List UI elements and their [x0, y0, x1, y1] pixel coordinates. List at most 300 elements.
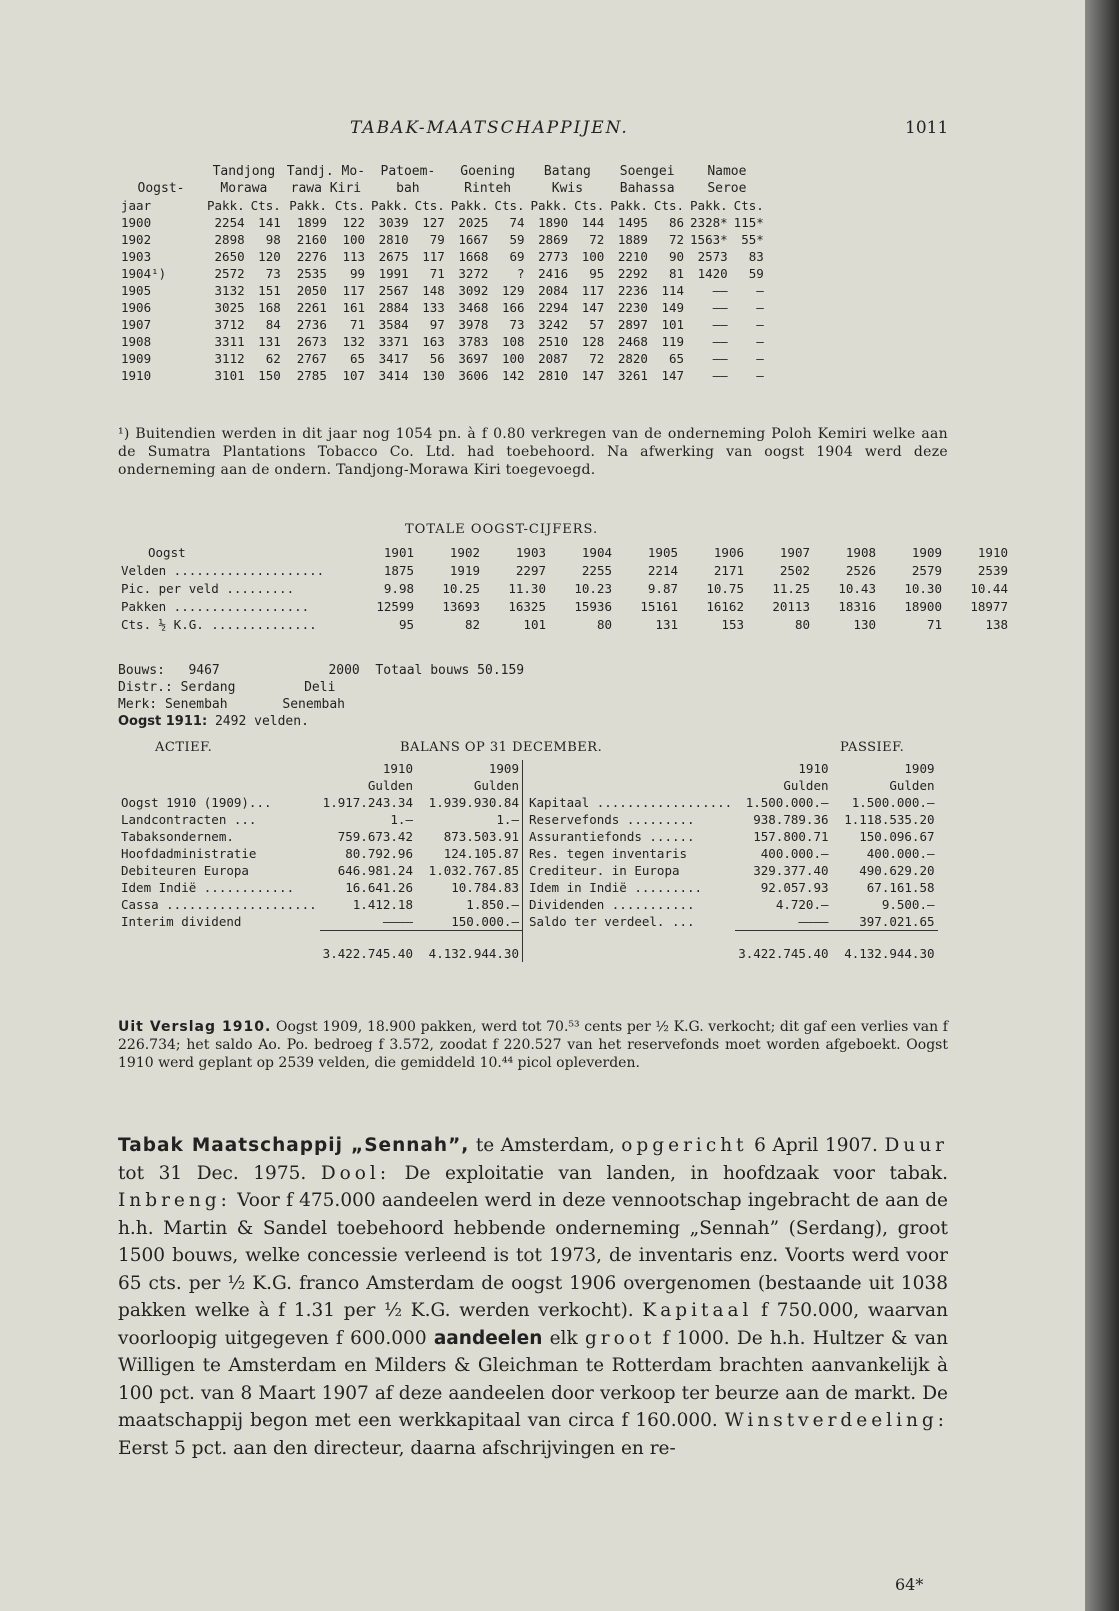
value-cell: 163 — [422, 334, 445, 349]
value-cell: 95 — [589, 266, 605, 281]
value-cell: 1668 — [458, 249, 489, 264]
value-cell: 1667 — [458, 232, 489, 247]
value-cell: — — [756, 351, 764, 366]
value-cell: 20113 — [772, 599, 810, 614]
value-cell: 3112 — [214, 351, 245, 366]
harvest-table — [118, 163, 767, 384]
column-header — [118, 163, 204, 180]
table-row — [118, 350, 767, 367]
column-header: Rinteh — [464, 181, 512, 196]
column-header: Morawa — [220, 181, 268, 196]
asset-1910: 16.641.26 — [345, 880, 413, 895]
sennah-paragraph: Tabak Maatschappij „Sennah”, te Amsterdam, opgericht 6 April 1907. Duur tot 31 Dec. 1975. Dool: De exploitatie van landen, in hoofdzaak voor tabak. Inbreng: Voor f 475.000 aandeelen werd in deze vennootschap ingebracht de aan de h.h. Martin & Sandel toebehoord hebbende onderneming „Sennah” (Serdang), groot 1500 bouws, welke concessie verleend is tot 1973, de inventaris enz. Voorts werd voor 65 cts. per ½ K.G. franco Amsterdam de oogst 1906 overgenomen (bestaande uit 1038 pakken welke à f 1.31 per ½ K.G. werden verkocht). Kapitaal f 750.000, waarvan voorloopig uitgegeven f 600.000 aandeelen elk groot f 1000. De h.h. Hultzer & van Willigen te Amsterdam en Milders & Gleichman te Rotterdam brachten aanvankelijk à 100 pct. van 8 Maart 1907 af deze aandeelen door verkoop ter beurze aan de markt. De maatschappij begon met een werkkapitaal van circa f 160.000. Winstverdeeling: Eerst 5 pct. aan den directeur, daarna afschrijvingen en re- — [118, 1135, 948, 1459]
column-header: Cts. — [574, 198, 605, 213]
value-cell: 2579 — [911, 563, 942, 578]
value-cell: 3261 — [617, 368, 648, 383]
column-header: 1903 — [515, 545, 546, 560]
column-header: Pakk. — [530, 198, 569, 213]
value-cell: 3371 — [378, 334, 409, 349]
value-cell: 2416 — [538, 266, 569, 281]
value-cell: 3242 — [538, 317, 569, 332]
value-cell: 1889 — [617, 232, 648, 247]
column-header: 1909 — [488, 761, 519, 776]
asset-label: Interim dividend — [121, 914, 242, 930]
table-row — [118, 214, 767, 231]
value-cell: 65 — [349, 351, 366, 366]
column-header: Pakk. — [207, 198, 245, 213]
liability-1909: 150.096.67 — [859, 829, 935, 844]
table-row — [118, 163, 767, 180]
asset-1910: 1.917.243.34 — [322, 795, 413, 810]
value-cell: 2526 — [845, 563, 876, 578]
report-paragraph: Uit Verslag 1910. Oogst 1909, 18.900 pakken, werd tot 70.⁵³ cents per ½ K.G. verkocht; dit gaf een verlies van f 226.734; het saldo Ao. Po. bedroeg f 3.572, zoodat f 220.527 van het reservefonds moet worden afgeboekt. Oogst 1910 werd geplant op 2539 velden, die gemiddeld 10.⁴⁴ picol opleverden. — [118, 1019, 948, 1071]
value-cell: 2087 — [538, 351, 569, 366]
value-cell: 15161 — [640, 599, 678, 614]
value-cell: 1495 — [617, 215, 648, 230]
asset-label: Hoofdadministratie — [121, 846, 257, 861]
value-cell: 1875 — [383, 563, 414, 578]
value-cell: 90 — [668, 249, 685, 264]
value-cell: 71 — [926, 617, 942, 632]
liability-1910: 400.000.— — [760, 846, 829, 861]
value-cell: 122 — [342, 215, 366, 230]
column-header: Gulden — [473, 778, 519, 793]
footnote: ¹) Buitendien werden in dit jaar nog 1054 pn. à f 0.80 verkregen van de onderneming Poloh Kemiri welke aan de Sumatra Plantations Tobacco Co. Ltd. had toebehoord. Na afwerking van oogst 1904 werd deze onderneming aan de ondern. Tandjong-Morawa Kiri toegevoegd. — [118, 426, 948, 478]
value-cell: 72 — [589, 232, 605, 247]
table-row — [118, 811, 938, 828]
column-header: Cts. — [334, 198, 366, 213]
value-cell: 107 — [342, 368, 366, 383]
value-cell: 3606 — [458, 368, 489, 383]
column-header: Cts. — [414, 198, 445, 213]
value-cell: 161 — [342, 300, 366, 315]
value-cell: 57 — [589, 317, 605, 332]
value-cell: 130 — [422, 368, 445, 383]
value-cell: 10.30 — [904, 581, 942, 596]
liability-1909: 400.000.— — [866, 846, 935, 861]
merk-line: Merk: Senembah Senembah — [118, 697, 345, 712]
value-cell: 147 — [661, 368, 685, 383]
value-cell: 99 — [349, 266, 366, 281]
liability-1909: 1.500.000.— — [851, 795, 935, 810]
signature-mark: 64* — [895, 1575, 924, 1594]
page-number: 1011 — [905, 118, 949, 138]
value-cell: —— — [712, 317, 728, 332]
value-cell: —— — [712, 368, 728, 383]
value-cell: 82 — [464, 617, 480, 632]
column-header: Pakk. — [371, 198, 409, 213]
liability-label: Idem in Indië ......... — [522, 879, 735, 896]
value-cell: 74 — [509, 215, 525, 230]
asset-1909: 1.032.767.85 — [428, 863, 519, 878]
column-header: 1910 — [382, 761, 413, 776]
asset-1910: 759.673.42 — [337, 829, 413, 844]
table-row — [118, 231, 767, 248]
spacer — [118, 931, 320, 963]
liability-label: Saldo ter verdeel. ... — [522, 913, 735, 931]
column-header: Patoem- — [380, 164, 436, 179]
value-cell: 71 — [429, 266, 445, 281]
asset-1909: 873.503.91 — [443, 829, 519, 844]
value-cell: 2869 — [538, 232, 569, 247]
column-header: Soengei — [619, 164, 675, 179]
asset-label: Landcontracten ... — [121, 812, 257, 827]
value-cell: 2292 — [617, 266, 648, 281]
value-cell: 2261 — [296, 300, 327, 315]
liability-1909: 1.118.535.20 — [844, 812, 935, 827]
column-header: rawa Kiri — [290, 181, 362, 196]
column-header: Pakk. — [450, 198, 489, 213]
value-cell: — — [756, 283, 764, 298]
value-cell: 2785 — [296, 368, 327, 383]
value-cell: 73 — [265, 266, 281, 281]
value-cell: 2898 — [214, 232, 245, 247]
table-row — [118, 760, 938, 777]
actief-label: ACTIEF. — [155, 740, 213, 755]
liability-1909: 490.629.20 — [859, 863, 935, 878]
table-row — [118, 598, 1011, 616]
book-spine — [1085, 0, 1119, 1611]
value-cell: 2294 — [538, 300, 569, 315]
asset-1909: 124.105.87 — [443, 846, 519, 861]
column-header: 1905 — [647, 545, 678, 560]
asset-1909: 1.850.— — [466, 897, 519, 912]
table-row — [118, 562, 1011, 580]
liability-label: Dividenden ........... — [522, 896, 735, 913]
column-header: Gulden — [783, 778, 829, 793]
liability-1910: 938.789.36 — [753, 812, 829, 827]
column-header: Tandjong — [212, 164, 276, 179]
column-header: Gulden — [367, 778, 413, 793]
value-cell: 153 — [721, 617, 744, 632]
liability-label: Kapitaal .................. — [522, 794, 735, 811]
value-cell: 98 — [265, 232, 281, 247]
value-cell: 120 — [258, 249, 281, 264]
value-cell: 72 — [589, 351, 605, 366]
value-cell: 2884 — [378, 300, 409, 315]
balance-table — [118, 760, 938, 962]
year-cell: 1902 — [121, 232, 152, 247]
asset-1909: 1.— — [496, 812, 519, 827]
value-cell: — — [756, 368, 764, 383]
value-cell: 138 — [985, 617, 1008, 632]
value-cell: 3712 — [214, 317, 245, 332]
value-cell: 150 — [258, 368, 281, 383]
value-cell: 151 — [258, 283, 281, 298]
value-cell: 2254 — [214, 215, 245, 230]
value-cell: 9.87 — [647, 581, 678, 596]
column-header: Pakk. — [610, 198, 648, 213]
value-cell: 86 — [668, 215, 685, 230]
value-cell: 101 — [523, 617, 546, 632]
table-row — [118, 828, 938, 845]
asset-1910: ———— — [320, 913, 416, 931]
value-cell: 1919 — [449, 563, 480, 578]
column-header: 1902 — [449, 545, 480, 560]
year-cell: 1904¹) — [121, 266, 167, 281]
value-cell: 2539 — [977, 563, 1008, 578]
row-label: Pic. per veld ......... — [121, 581, 295, 596]
column-header: 1909 — [904, 761, 935, 776]
value-cell: 2573 — [697, 249, 728, 264]
value-cell: 147 — [581, 368, 605, 383]
value-cell: —— — [712, 283, 728, 298]
total-asset-1909: 4.132.944.30 — [428, 946, 519, 961]
liability-1909: 397.021.65 — [832, 913, 938, 931]
value-cell: 2773 — [538, 249, 569, 264]
asset-label: Idem Indië ............ — [121, 880, 295, 895]
value-cell: 2160 — [296, 232, 327, 247]
table-row — [118, 862, 938, 879]
running-title: TABAK-MAATSCHAPPIJEN. — [350, 118, 629, 138]
value-cell: 3272 — [458, 266, 489, 281]
value-cell: 141 — [258, 215, 281, 230]
value-cell: 2468 — [617, 334, 648, 349]
table-row — [118, 845, 938, 862]
liability-1910: ———— — [735, 913, 831, 931]
value-cell: 2897 — [617, 317, 648, 332]
distr-line: Distr.: Serdang Deli — [118, 680, 336, 695]
table-row — [118, 197, 767, 214]
value-cell: 132 — [342, 334, 366, 349]
table-row — [118, 580, 1011, 598]
value-cell: 1899 — [296, 215, 327, 230]
value-cell: 113 — [342, 249, 366, 264]
value-cell: 144 — [581, 215, 605, 230]
column-header: Oogst — [148, 545, 186, 560]
value-cell: 114 — [661, 283, 685, 298]
spacer — [118, 777, 320, 794]
asset-1909: 1.939.930.84 — [428, 795, 519, 810]
value-cell: 9.98 — [383, 581, 414, 596]
value-cell: 2510 — [538, 334, 569, 349]
table-row — [118, 333, 767, 350]
asset-label: Oogst 1910 (1909)... — [121, 795, 272, 810]
value-cell: 2050 — [296, 283, 327, 298]
value-cell: 15936 — [574, 599, 612, 614]
value-cell: 2675 — [378, 249, 409, 264]
value-cell: 2214 — [647, 563, 678, 578]
column-header: Namoe — [707, 164, 747, 179]
value-cell: 2328* — [690, 215, 728, 230]
value-cell: 2230 — [617, 300, 648, 315]
value-cell: 100 — [581, 249, 605, 264]
spacer — [118, 760, 320, 777]
value-cell: 166 — [501, 300, 525, 315]
table-row — [118, 180, 767, 197]
column-header: Goening — [460, 164, 516, 179]
value-cell: 59 — [509, 232, 525, 247]
value-cell: 117 — [422, 249, 445, 264]
value-cell: 142 — [501, 368, 525, 383]
passief-label: PASSIEF. — [840, 740, 905, 755]
totals-title: TOTALE OOGST-CIJFERS. — [405, 522, 599, 537]
liability-label: Reservefonds ......... — [522, 811, 735, 828]
column-header: Oogst- — [137, 181, 185, 196]
spacer — [522, 931, 735, 963]
table-row — [118, 616, 1011, 634]
year-cell: 1908 — [121, 334, 152, 349]
value-cell: 1563* — [690, 232, 728, 247]
liability-1909: 67.161.58 — [866, 880, 935, 895]
liability-label: Crediteur. in Europa — [522, 862, 735, 879]
value-cell: 3584 — [378, 317, 409, 332]
value-cell: 115* — [733, 215, 764, 230]
value-cell: — — [756, 317, 764, 332]
value-cell: 3311 — [214, 334, 245, 349]
column-header: 1908 — [845, 545, 876, 560]
balance-title: BALANS OP 31 DECEMBER. — [400, 740, 603, 755]
value-cell: 2025 — [458, 215, 489, 230]
asset-label: Cassa .................... — [121, 897, 317, 912]
value-cell: 80 — [596, 617, 612, 632]
column-header: Cts. — [494, 198, 525, 213]
asset-1910: 646.981.24 — [337, 863, 413, 878]
table-row — [118, 265, 767, 282]
value-cell: 81 — [668, 266, 685, 281]
value-cell: 2572 — [214, 266, 245, 281]
value-cell: 2535 — [296, 266, 327, 281]
column-header: jaar — [121, 198, 152, 213]
value-cell: 2276 — [296, 249, 327, 264]
value-cell: 128 — [581, 334, 605, 349]
value-cell: 65 — [668, 351, 685, 366]
value-cell: 3039 — [378, 215, 409, 230]
year-cell: 1910 — [121, 368, 152, 383]
oogst-1911-line: Oogst 1911: 2492 velden. — [118, 714, 309, 729]
value-cell: 2820 — [617, 351, 648, 366]
value-cell: 119 — [661, 334, 685, 349]
value-cell: — — [756, 334, 764, 349]
value-cell: 3092 — [458, 283, 489, 298]
value-cell: 72 — [668, 232, 685, 247]
value-cell: 147 — [581, 300, 605, 315]
column-header: Pakk. — [690, 198, 728, 213]
value-cell: 3783 — [458, 334, 489, 349]
value-cell: 73 — [509, 317, 525, 332]
year-cell: 1909 — [121, 351, 152, 366]
value-cell: 18316 — [838, 599, 876, 614]
value-cell: 3132 — [214, 283, 245, 298]
table-row — [118, 282, 767, 299]
column-header: Cts. — [733, 198, 764, 213]
value-cell: 2084 — [538, 283, 569, 298]
liability-1910: 329.377.40 — [753, 863, 829, 878]
value-cell: 3414 — [378, 368, 409, 383]
asset-1910: 80.792.96 — [345, 846, 413, 861]
value-cell: 129 — [501, 283, 525, 298]
value-cell: 62 — [265, 351, 281, 366]
value-cell: 130 — [853, 617, 876, 632]
column-header: Seroe — [707, 181, 747, 196]
asset-label: Tabaksondernem. — [121, 829, 234, 844]
value-cell: 131 — [258, 334, 281, 349]
value-cell: 10.75 — [706, 581, 744, 596]
value-cell: 117 — [342, 283, 366, 298]
total-liability-1909: 4.132.944.30 — [844, 946, 935, 961]
value-cell: —— — [712, 351, 728, 366]
liability-1910: 92.057.93 — [760, 880, 829, 895]
table-row — [118, 367, 767, 384]
row-label: Velden .................... — [121, 563, 325, 578]
year-cell: 1900 — [121, 215, 152, 230]
value-cell: 18977 — [970, 599, 1008, 614]
value-cell: 11.30 — [508, 581, 546, 596]
column-header: 1901 — [383, 545, 414, 560]
value-cell: — — [756, 300, 764, 315]
value-cell: 2810 — [378, 232, 409, 247]
value-cell: 100 — [342, 232, 366, 247]
value-cell: 69 — [509, 249, 525, 264]
value-cell: 83 — [748, 249, 764, 264]
table-row — [118, 913, 938, 931]
table-row — [118, 931, 938, 963]
table-row — [118, 544, 1011, 562]
table-row — [118, 248, 767, 265]
year-cell: 1903 — [121, 249, 152, 264]
column-header: Batang — [543, 164, 591, 179]
value-cell: 2255 — [581, 563, 612, 578]
column-header: Bahassa — [619, 181, 675, 196]
value-cell: 3468 — [458, 300, 489, 315]
value-cell: 11.25 — [772, 581, 810, 596]
value-cell: 2673 — [296, 334, 327, 349]
value-cell: 2297 — [515, 563, 546, 578]
table-row — [118, 316, 767, 333]
value-cell: 1991 — [378, 266, 409, 281]
year-cell: 1906 — [121, 300, 152, 315]
liability-1910: 157.800.71 — [753, 829, 829, 844]
value-cell: ? — [517, 266, 525, 281]
value-cell: 84 — [265, 317, 281, 332]
value-cell: 101 — [661, 317, 685, 332]
value-cell: 18900 — [904, 599, 942, 614]
year-cell: 1907 — [121, 317, 152, 332]
value-cell: 95 — [398, 617, 414, 632]
column-header: 1909 — [911, 545, 942, 560]
value-cell: 2502 — [779, 563, 810, 578]
value-cell: 55* — [741, 232, 764, 247]
value-cell: 2236 — [617, 283, 648, 298]
value-cell: 1890 — [538, 215, 569, 230]
asset-label: Debiteuren Europa — [121, 863, 249, 878]
value-cell: 16162 — [706, 599, 744, 614]
row-label: Cts. ½ K.G. .............. — [121, 617, 317, 632]
value-cell: 2171 — [713, 563, 744, 578]
value-cell: —— — [712, 334, 728, 349]
value-cell: 3101 — [214, 368, 245, 383]
total-liability-1910: 3.422.745.40 — [738, 946, 829, 961]
asset-1909: 10.784.83 — [451, 880, 519, 895]
value-cell: 10.44 — [970, 581, 1008, 596]
row-label: Pakken .................. — [121, 599, 310, 614]
column-header: Gulden — [889, 778, 935, 793]
column-header: Pakk. — [289, 198, 327, 213]
value-cell: 56 — [429, 351, 445, 366]
value-cell: 79 — [429, 232, 445, 247]
value-cell: 10.23 — [574, 581, 612, 596]
column-header: Cts. — [653, 198, 685, 213]
table-row — [118, 299, 767, 316]
value-cell: 108 — [501, 334, 525, 349]
value-cell: 80 — [794, 617, 810, 632]
year-cell: 1905 — [121, 283, 152, 298]
value-cell: 2567 — [378, 283, 409, 298]
value-cell: 131 — [655, 617, 678, 632]
liability-1909: 9.500.— — [881, 897, 935, 912]
column-header: Tandj. Mo- — [286, 164, 366, 179]
value-cell: 133 — [422, 300, 445, 315]
